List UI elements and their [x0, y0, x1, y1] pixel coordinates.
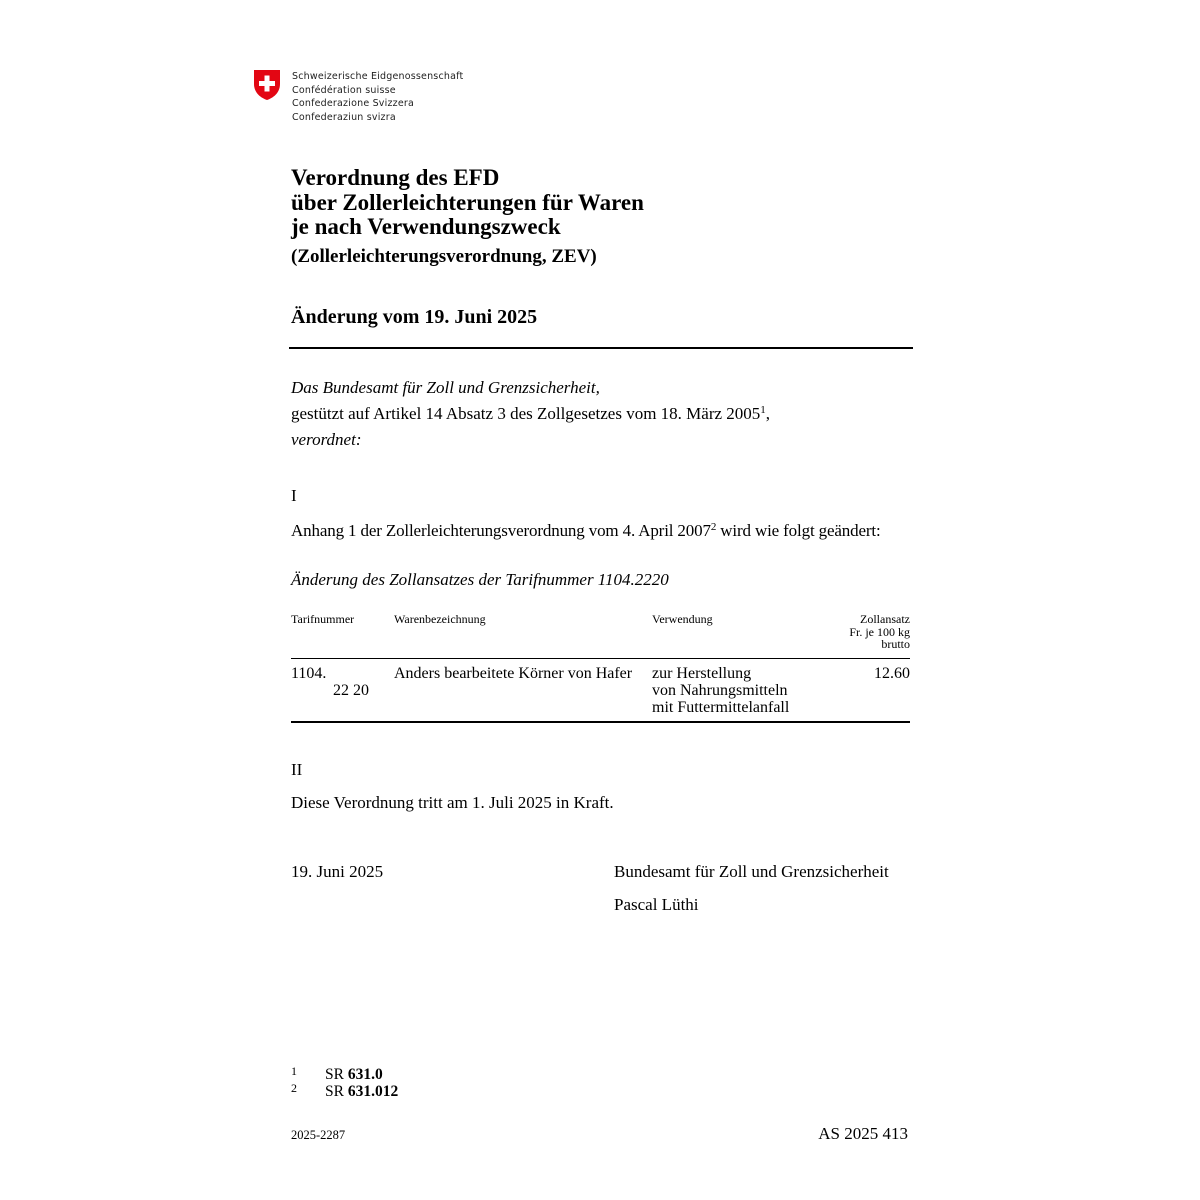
- cell-tariff-number: [291, 665, 369, 699]
- cell-goods-description: Anders bearbeitete Körner von Hafer: [394, 665, 633, 682]
- section-2-text: Diese Verordnung tritt am 1. Juli 2025 in Kraft.: [291, 793, 614, 812]
- header-duty-rate: [849, 613, 910, 651]
- confederation-name-de: Schweizerische Eidgenossenschaft: [292, 71, 464, 82]
- footnote-1-prefix: SR: [325, 1066, 348, 1083]
- signature-name: Pascal Lüthi: [614, 895, 699, 914]
- table-caption: Änderung des Zollansatzes der Tarifnummer 1104.2220: [291, 570, 669, 589]
- document-number: 2025-2287: [291, 1128, 346, 1142]
- confederation-name-fr: Confédération suisse: [292, 84, 396, 96]
- legal-basis-text: gestützt auf Artikel 14 Absatz 3 des Zollgesetzes vom 18. März 2005: [291, 404, 761, 423]
- header-goods-description: Warenbezeichnung: [394, 612, 486, 626]
- cell-duty-rate: 12.60: [874, 665, 910, 682]
- title-divider: [289, 347, 913, 349]
- table-row: [291, 659, 910, 721]
- signature-office: Bundesamt für Zoll und Grenzsicherheit: [614, 862, 889, 881]
- title-line-3: je nach Verwendungszweck: [291, 214, 561, 239]
- title-line-2: über Zollerleichterungen für Waren: [291, 189, 644, 215]
- confederation-name-rm: Confederaziun svizra: [292, 111, 396, 123]
- header-duty-rate-line-2: Fr. je 100 kg: [849, 624, 910, 639]
- footnote-2: [291, 1080, 398, 1100]
- footnote-ref-1[interactable]: 1: [760, 404, 766, 416]
- tariff-number-main: 1104.: [291, 665, 327, 682]
- header-duty-rate-line-1: Zollansatz: [860, 612, 910, 626]
- footnote-2-value[interactable]: 631.012: [347, 1083, 399, 1100]
- footnote-1-number: 1: [291, 1064, 297, 1078]
- confederation-name-it: Confederazione Svizzera: [292, 98, 415, 109]
- table-bottom-rule: [291, 721, 910, 723]
- title-line-1: Verordnung des EFD: [291, 165, 500, 190]
- signature-date: 19. Juni 2025: [291, 862, 384, 881]
- table-header-row: [291, 611, 910, 658]
- section-2-numeral: II: [291, 760, 303, 779]
- footnote-ref-2[interactable]: 2: [710, 521, 717, 533]
- use-line-3: mit Futtermittelanfall: [652, 699, 790, 716]
- footnote-1-value[interactable]: 631.0: [347, 1066, 383, 1083]
- header-use: Verwendung: [652, 612, 713, 626]
- section-1-text-end: wird wie folgt geändert:: [716, 521, 881, 540]
- use-line-2: von Nahrungsmitteln: [652, 682, 788, 699]
- footnote-2-prefix: SR: [325, 1083, 348, 1100]
- amendment-date-heading: Änderung vom 19. Juni 2025: [291, 306, 538, 328]
- header-tariff-number: Tarifnummer: [291, 612, 355, 626]
- footnote-2-number: 2: [291, 1081, 297, 1095]
- official-compilation-reference: AS 2025 413: [818, 1124, 908, 1143]
- section-1-main-text: Anhang 1 der Zollerleichterungsverordnung vom 4. April 2007: [291, 521, 711, 540]
- preamble-authority: Das Bundesamt für Zoll und Grenzsicherheit,: [291, 378, 600, 397]
- confederation-names: [292, 70, 463, 124]
- section-1-text: [291, 518, 881, 544]
- header-duty-rate-line-3: brutto: [881, 637, 910, 651]
- tariff-number-sub: 22 20: [333, 682, 369, 699]
- preamble-legal-basis: [291, 401, 770, 427]
- document-title: [291, 166, 644, 240]
- legal-basis-end: ,: [765, 404, 771, 423]
- preamble-decrees: verordnet:: [291, 430, 362, 449]
- swiss-coat-of-arms-icon: [253, 69, 281, 101]
- tariff-table: [291, 611, 910, 723]
- document-abbreviation: (Zollerleichterungsverordnung, ZEV): [291, 246, 597, 267]
- section-1-numeral: I: [291, 486, 297, 505]
- cell-use: [652, 665, 789, 716]
- use-line-1: zur Herstellung: [652, 665, 752, 682]
